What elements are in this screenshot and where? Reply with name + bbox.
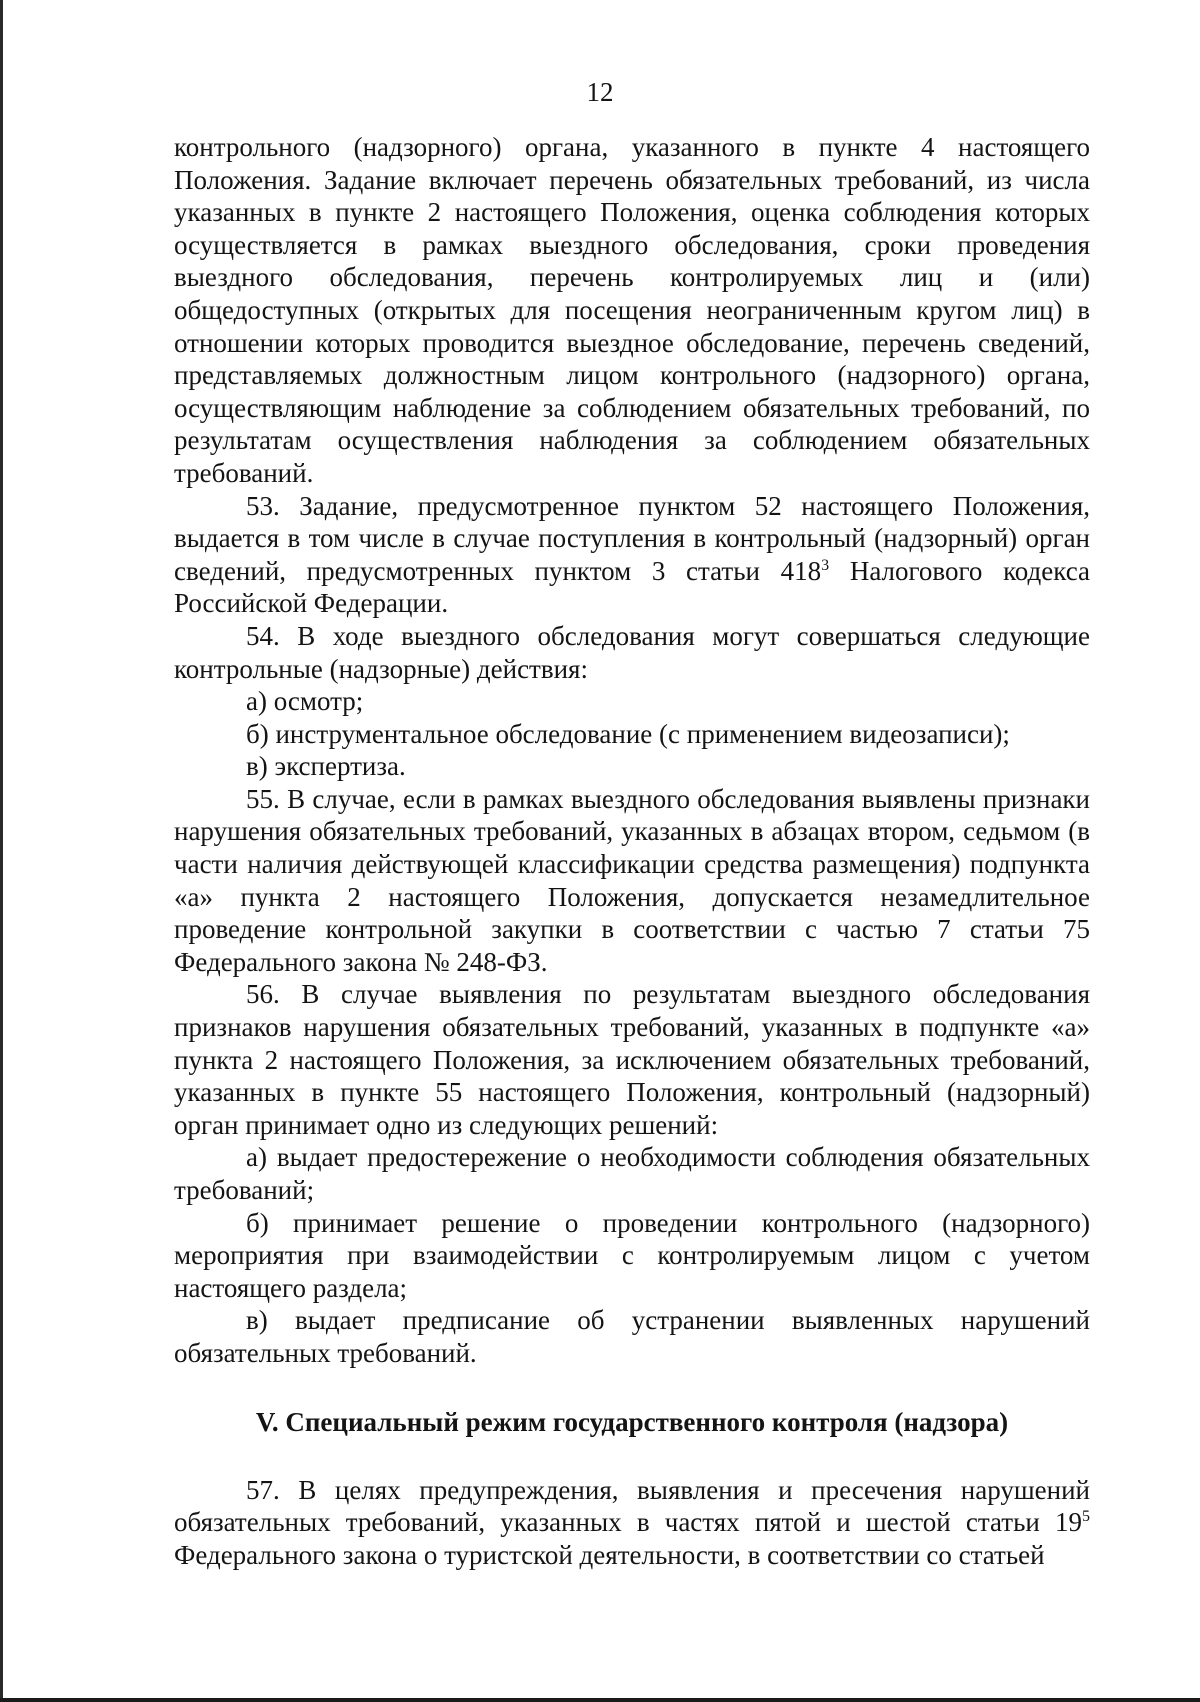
paragraph-57-text-end: Федерального закона о туристской деятельности, в соответствии со статьей (174, 1539, 1045, 1570)
page-number: 12 (586, 77, 614, 107)
list-item-a: а) осмотр; (246, 686, 364, 717)
paragraph-53-superscript: 3 (821, 556, 830, 574)
paragraph-53-text-end: Налогового кодекса Российской Федерации. (174, 555, 1090, 619)
paragraph-54: 54. В ходе выездного обследования могут совершаться следующие контрольные (надзорные) действия: (174, 620, 1090, 684)
document-body (174, 131, 1090, 1571)
paragraph-53 (174, 490, 1090, 620)
list-item-b: б) инструментальное обследование (с применением видеозаписи); (246, 718, 1010, 749)
decision-item-a: а) выдает предостережение о необходимости соблюдения обязательных требований; (174, 1142, 1090, 1205)
paragraph-57-superscript: 5 (1082, 1508, 1090, 1526)
decision-item-v: в) выдает предписание об устранении выявленных нарушений обязательных требований. (174, 1305, 1090, 1368)
paragraph-53-text: 53. Задание, предусмотренное пунктом 52 настоящего Положения, выдается в том числе в случае поступления в контрольный (надзорный) орган сведений, предусмотренных пунктом 3 статьи 418 (174, 490, 1090, 586)
paragraph-56: 56. В случае выявления по результатам выездного обследования признаков нарушения обязательных требований, указанных в подпункте «а» пункта 2 настоящего Положения, за исключением обязательных требований, указанных в пункте 55 настоящего Положения, контрольный (надзорный) орган принимает одно из следующих решений: (174, 979, 1090, 1140)
paragraph-57 (174, 1474, 1090, 1572)
list-item-v: в) экспертиза. (246, 751, 406, 782)
decision-item-b: б) принимает решение о проведении контрольного (надзорного) мероприятия при взаимодействии с контролируемым лицом с учетом настоящего раздела; (174, 1207, 1090, 1303)
paragraph-continuation: контрольного (надзорного) органа, указанного в пункте 4 настоящего Положения. Задание включает перечень обязательных требований, из числа указанных в пункте 2 настоящего Положения, оценка соблюдения которых осуществляется в рамках выездного обследования, сроки проведения выездного обследования, перечень контролируемых лиц и (или) общедоступных (открытых для посещения неограниченным кругом лиц) в отношении которых проводится выездное обследование, перечень сведений, представляемых должностным лицом контрольного (надзорного) органа, осуществляющим наблюдение за соблюдением обязательных требований, по результатам осуществления наблюдения за соблюдением обязательных требований. (174, 132, 1090, 488)
paragraph-57-text: 57. В целях предупреждения, выявления и пресечения нарушений обязательных требований, указанных в частях пятой и шестой статьи 19 (174, 1474, 1090, 1538)
paragraph-55: 55. В случае, если в рамках выездного обследования выявлены признаки нарушения обязательных требований, указанных в абзацах втором, седьмом (в части наличия действующей классификации средства размещения) подпункта «а» пункта 2 настоящего Положения, допускается незамедлительное проведение контрольной закупки в соответствии с частью 7 статьи 75 Федерального закона № 248-ФЗ. (174, 783, 1090, 977)
scan-edge-left (0, 0, 3, 1702)
section-heading: V. Специальный режим государственного контроля (надзора) (255, 1406, 1009, 1437)
scan-edge-bottom (0, 1698, 1200, 1702)
